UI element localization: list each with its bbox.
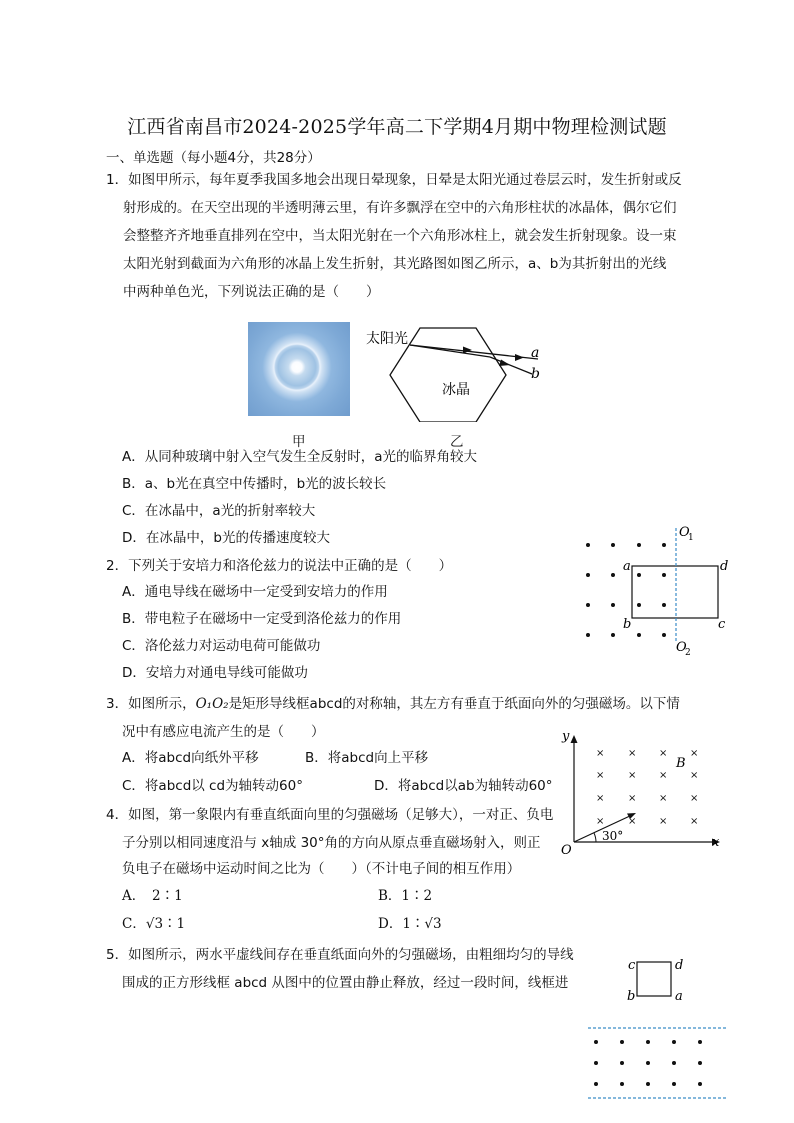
svg-text:×: × [596, 770, 605, 781]
q1-option-b: B．a、b光在真空中传播时，b光的波长较长 [122, 476, 387, 492]
first-quadrant-field-diagram [558, 730, 726, 860]
x-axis-label: x [712, 835, 720, 850]
q4-option-c [122, 911, 185, 938]
corner-d: d [675, 958, 684, 973]
svg-text:×: × [596, 793, 605, 804]
corner-b: b [627, 989, 636, 1004]
corner-a: a [675, 989, 683, 1004]
q4-option-a: A． 2∶1 [122, 888, 183, 904]
angle-label: 30° [602, 829, 624, 843]
svg-text:×: × [690, 816, 699, 827]
q4-option-c-value: √3∶1 [145, 916, 186, 932]
q1-line-1: 1．如图甲所示，每年夏季我国多地会出现日晕现象，日晕是太阳光通过卷层云时，发生折射或反 [106, 172, 682, 188]
svg-text:×: × [596, 816, 605, 827]
q1-option-d: D．在冰晶中，b光的传播速度较大 [122, 530, 330, 546]
q5-line-1: 5．如图所示，两水平虚线间存在垂直纸面向外的匀强磁场，由粗细均匀的导线 [106, 947, 574, 963]
q3-line-2: 况中有感应电流产生的是（ ） [122, 724, 325, 740]
q3-option-b: B．将abcd向上平移 [305, 750, 429, 766]
question-2-stem: 2．下列关于安培力和洛伦兹力的说法中正确的是（ ） [106, 558, 453, 574]
q4-option-c-letter: C． [122, 916, 146, 932]
ray-b-line [490, 357, 532, 374]
q2-option-d: D．安培力对通电导线可能做功 [122, 665, 308, 681]
square-loop-abcd [637, 962, 671, 996]
q1-options [122, 444, 477, 552]
q4-line-3: 负电子在磁场中运动时间之比为（ ）（不计电子间的相互作用） [122, 861, 521, 877]
q4-option-b: B．1∶2 [378, 888, 433, 904]
svg-text:×: × [628, 748, 637, 759]
svg-text:×: × [628, 793, 637, 804]
corner-a: a [623, 559, 631, 574]
q1-line-3: 会整整齐齐地垂直排列在空中，当太阳光射在一个六角形冰柱上，就会发生折射现象。设一束 [123, 228, 677, 244]
q3-option-c: C．将abcd以 cd为轴转动60° [122, 778, 303, 794]
q1-line-5: 中两种单色光，下列说法正确的是（ ） [123, 284, 380, 300]
ray-a-label: a [531, 345, 540, 361]
crystal-label: 冰晶 [442, 382, 470, 398]
ray-b-label: b [531, 366, 540, 382]
svg-text:×: × [628, 770, 637, 781]
ice-crystal-diagram [360, 322, 560, 422]
svg-text:×: × [596, 748, 605, 759]
q3-option-d: D．将abcd以ab为轴转动60° [374, 778, 553, 794]
q2-option-a: A．通电导线在磁场中一定受到安培力的作用 [122, 584, 388, 600]
axis-o2-label: O [676, 640, 687, 655]
corner-c: c [628, 958, 636, 973]
ray-arrow-a [515, 354, 524, 361]
svg-text:×: × [690, 793, 699, 804]
section-heading: 一、单选题（每小题4分，共28分） [106, 150, 321, 166]
svg-text:×: × [659, 748, 668, 759]
figure-jia-caption: 甲 [292, 434, 306, 450]
corner-c: c [718, 617, 726, 632]
q3-option-a: A．将abcd向纸外平移 [122, 750, 259, 766]
axis-o1-subscript: 1 [688, 533, 694, 543]
sun-halo-photo [248, 322, 350, 416]
svg-text:×: × [659, 816, 668, 827]
q2-option-c: C．洛伦兹力对运动电荷可能做功 [122, 638, 321, 654]
q4-option-d-value: 1∶√3 [402, 916, 442, 932]
y-axis-arrow [571, 735, 578, 743]
field-dots-out-of-page [594, 1040, 702, 1086]
svg-text:×: × [628, 816, 637, 827]
sunlight-label: 太阳光 [366, 331, 408, 347]
svg-text:×: × [659, 770, 668, 781]
q4-option-d-letter: D． [378, 916, 403, 932]
svg-text:×: × [690, 770, 699, 781]
origin-label: O [561, 843, 572, 858]
q4-option-d [378, 911, 442, 938]
q4-line-1: 4．如图，第一象限内有垂直纸面向里的匀强磁场（足够大），一对正、负电 [106, 807, 554, 823]
field-b-label: B [676, 756, 686, 771]
svg-text:×: × [690, 748, 699, 759]
figure-yi-caption: 乙 [450, 434, 464, 450]
q4-line-2: 子分别以相同速度沿与 x轴成 30°角的方向从原点垂直磁场射入，则正 [122, 835, 541, 851]
ray-arrow-b [499, 360, 510, 367]
q3-stem-pre: 3．如图所示， [106, 696, 196, 712]
page-title: 江西省南昌市2024-2025学年高二下学期4月期中物理检测试题 [127, 116, 667, 138]
q1-line-2: 射形成的。在天空出现的半透明薄云里，有许多飘浮在空中的六角形柱状的冰晶体，偶尔它们 [123, 200, 677, 216]
q1-option-c: C．在冰晶中，a光的折射率较大 [122, 503, 316, 519]
loop-abcd [632, 566, 718, 618]
angle-arc [594, 833, 596, 842]
question-1-stem [106, 166, 706, 306]
q5-line-2: 围成的正方形线框 abcd 从图中的位置由静止释放，经过一段时间，线框进 [122, 975, 569, 991]
axis-o2-subscript: 2 [685, 648, 691, 658]
rectangle-loop-field-diagram [575, 520, 735, 660]
ray-arrow-1 [463, 347, 472, 354]
q2-options [122, 579, 401, 687]
corner-d: d [720, 559, 729, 574]
y-axis-label: y [562, 730, 570, 744]
q1-option-a: A．从同种玻璃中射入空气发生全反射时，a光的临界角较大 [122, 449, 478, 465]
q3-axis: O₁O₂ [195, 696, 229, 712]
question-3-stem [106, 690, 680, 718]
axis-o1-label: O [679, 525, 690, 540]
q3-stem-post: 是矩形导线框abcd的对称轴，其左方有垂直于纸面向外的匀强磁场。以下情 [228, 696, 680, 712]
corner-b: b [623, 617, 632, 632]
q1-line-4: 太阳光射到截面为六角形的冰晶上发生折射，其光路图如图乙所示，a、b为其折射出的光线 [123, 256, 667, 272]
svg-text:×: × [659, 793, 668, 804]
q2-option-b: B．带电粒子在磁场中一定受到洛伦兹力的作用 [122, 611, 402, 627]
falling-loop-diagram [580, 950, 740, 1105]
